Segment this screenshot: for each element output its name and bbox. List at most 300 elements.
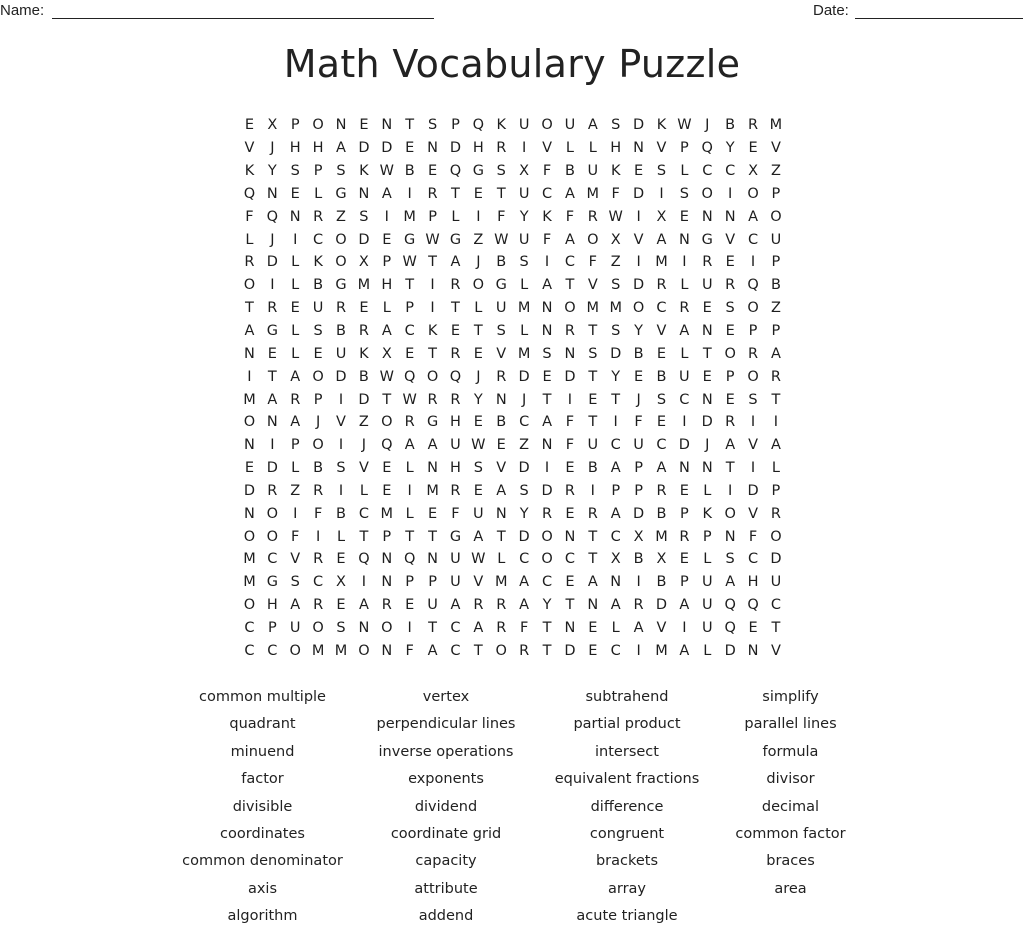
grid-letter[interactable]: L [474, 300, 483, 317]
grid-letter[interactable]: L [611, 619, 620, 636]
grid-letter[interactable]: C [679, 391, 690, 408]
grid-letter[interactable]: L [771, 460, 780, 477]
grid-letter[interactable]: F [565, 437, 575, 454]
grid-letter[interactable]: N [541, 323, 553, 340]
grid-letter[interactable]: K [359, 163, 369, 180]
grid-letter[interactable]: U [701, 597, 713, 614]
grid-letter[interactable]: M [517, 300, 531, 317]
grid-letter[interactable]: M [586, 185, 600, 202]
grid-letter[interactable]: D [518, 528, 530, 545]
grid-letter[interactable]: N [244, 345, 255, 362]
grid-letter[interactable]: S [611, 117, 621, 134]
grid-letter[interactable]: E [702, 368, 712, 385]
grid-letter[interactable]: J [476, 254, 481, 271]
grid-letter[interactable]: E [290, 185, 300, 202]
grid-letter[interactable]: T [725, 460, 735, 477]
grid-letter[interactable]: O [541, 117, 553, 134]
grid-letter[interactable]: Q [747, 597, 759, 614]
grid-letter[interactable]: D [633, 505, 645, 522]
grid-letter[interactable]: O [243, 277, 256, 294]
grid-letter[interactable]: D [381, 140, 393, 157]
grid-letter[interactable]: B [358, 368, 369, 385]
grid-letter[interactable]: O [312, 117, 324, 134]
grid-letter[interactable]: E [336, 551, 346, 568]
grid-letter[interactable]: R [541, 505, 553, 522]
grid-letter[interactable]: H [747, 574, 759, 591]
grid-letter[interactable]: C [244, 642, 255, 659]
grid-letter[interactable]: V [358, 460, 369, 477]
grid-letter[interactable]: A [610, 597, 621, 614]
grid-letter[interactable]: Z [770, 163, 781, 180]
grid-letter[interactable]: B [336, 323, 346, 340]
grid-letter[interactable]: Z [290, 482, 301, 499]
grid-letter[interactable]: I [430, 300, 435, 317]
grid-letter[interactable]: D [610, 345, 622, 362]
grid-letter[interactable]: R [381, 597, 392, 614]
grid-letter[interactable]: B [336, 505, 346, 522]
grid-letter[interactable]: C [564, 254, 575, 271]
grid-letter[interactable]: P [405, 300, 415, 317]
grid-letter[interactable]: Q [724, 597, 736, 614]
grid-letter[interactable]: R [267, 300, 278, 317]
grid-letter[interactable]: L [703, 482, 712, 499]
grid-letter[interactable]: D [243, 482, 256, 499]
grid-letter[interactable]: P [611, 482, 621, 499]
grid-letter[interactable]: G [495, 277, 507, 294]
grid-letter[interactable]: V [725, 231, 736, 248]
grid-letter[interactable]: L [405, 460, 414, 477]
grid-letter[interactable]: A [358, 597, 369, 614]
grid-letter[interactable]: G [266, 574, 278, 591]
grid-letter[interactable]: S [336, 163, 346, 180]
grid-letter[interactable]: V [656, 619, 667, 636]
grid-letter[interactable]: X [336, 574, 346, 591]
grid-letter[interactable]: U [701, 619, 713, 636]
grid-letter[interactable]: V [770, 642, 781, 659]
grid-letter[interactable]: F [748, 528, 758, 545]
grid-letter[interactable]: H [450, 460, 461, 477]
grid-letter[interactable]: W [471, 437, 486, 454]
grid-letter[interactable]: O [632, 300, 645, 317]
grid-letter[interactable]: P [725, 368, 735, 385]
grid-letter[interactable]: H [312, 140, 324, 157]
grid-letter[interactable]: I [728, 482, 733, 499]
grid-letter[interactable]: U [701, 574, 713, 591]
grid-letter[interactable]: W [471, 551, 486, 568]
grid-letter[interactable]: L [588, 140, 597, 157]
grid-letter[interactable]: I [636, 642, 641, 659]
grid-letter[interactable]: C [519, 414, 530, 431]
grid-letter[interactable]: P [405, 574, 415, 591]
grid-letter[interactable]: F [565, 208, 575, 225]
grid-letter[interactable]: G [335, 277, 347, 294]
grid-letter[interactable]: D [518, 460, 530, 477]
grid-letter[interactable]: C [358, 505, 369, 522]
grid-letter[interactable]: I [636, 574, 641, 591]
grid-letter[interactable]: B [725, 117, 736, 134]
grid-letter[interactable]: R [587, 208, 598, 225]
grid-letter[interactable]: V [770, 140, 781, 157]
grid-letter[interactable]: O [243, 528, 256, 545]
grid-letter[interactable]: E [473, 185, 483, 202]
grid-letter[interactable]: C [244, 619, 255, 636]
grid-letter[interactable]: W [379, 163, 394, 180]
grid-letter[interactable]: B [656, 574, 667, 591]
grid-letter[interactable]: F [611, 185, 620, 202]
grid-letter[interactable]: A [587, 117, 598, 134]
grid-letter[interactable]: E [336, 597, 346, 614]
grid-letter[interactable]: Y [267, 163, 277, 180]
grid-letter[interactable]: R [313, 482, 324, 499]
grid-letter[interactable]: A [381, 323, 392, 340]
grid-letter[interactable]: R [725, 414, 736, 431]
grid-letter[interactable]: R [656, 482, 667, 499]
grid-letter[interactable]: L [291, 277, 300, 294]
grid-letter[interactable]: M [655, 528, 668, 545]
grid-letter[interactable]: M [380, 505, 394, 522]
grid-letter[interactable]: O [312, 437, 324, 454]
grid-letter[interactable]: I [613, 414, 618, 431]
grid-letter[interactable]: A [725, 437, 736, 454]
grid-letter[interactable]: M [609, 300, 622, 317]
grid-letter[interactable]: P [702, 528, 712, 545]
grid-letter[interactable]: C [770, 597, 781, 614]
grid-letter[interactable]: U [450, 437, 461, 454]
grid-letter[interactable]: I [384, 208, 389, 225]
grid-letter[interactable]: N [381, 117, 393, 134]
grid-letter[interactable]: V [496, 345, 507, 362]
grid-letter[interactable]: I [361, 574, 367, 591]
grid-letter[interactable]: W [608, 208, 623, 225]
grid-letter[interactable]: D [655, 597, 668, 614]
grid-letter[interactable]: I [430, 277, 435, 294]
grid-letter[interactable]: T [771, 619, 781, 636]
grid-letter[interactable]: K [610, 163, 621, 180]
grid-letter[interactable]: C [267, 642, 278, 659]
grid-letter[interactable]: B [633, 551, 644, 568]
grid-letter[interactable]: A [542, 277, 552, 294]
grid-letter[interactable]: E [473, 345, 483, 362]
grid-letter[interactable]: Q [701, 140, 713, 157]
grid-letter[interactable]: S [611, 277, 621, 294]
grid-letter[interactable]: T [771, 391, 781, 408]
grid-letter[interactable]: L [314, 185, 323, 202]
grid-letter[interactable]: I [750, 254, 756, 271]
grid-letter[interactable]: O [541, 528, 553, 545]
name-blank-line[interactable] [52, 18, 434, 19]
grid-letter[interactable]: A [244, 323, 255, 340]
grid-letter[interactable]: D [724, 642, 736, 659]
grid-letter[interactable]: C [313, 231, 324, 248]
grid-letter[interactable]: E [359, 117, 369, 134]
grid-letter[interactable]: M [769, 117, 783, 134]
grid-letter[interactable]: F [291, 528, 300, 545]
grid-letter[interactable]: E [748, 140, 758, 157]
grid-letter[interactable]: A [473, 619, 484, 636]
grid-letter[interactable]: O [243, 597, 256, 614]
grid-letter[interactable]: A [427, 437, 438, 454]
grid-letter[interactable]: O [426, 368, 439, 385]
grid-letter[interactable]: Z [336, 208, 346, 225]
grid-letter[interactable]: P [771, 482, 781, 499]
grid-letter[interactable]: A [656, 231, 667, 248]
grid-letter[interactable]: A [587, 574, 598, 591]
grid-letter[interactable]: C [610, 642, 621, 659]
grid-letter[interactable]: O [381, 414, 393, 431]
grid-letter[interactable]: V [633, 231, 644, 248]
grid-letter[interactable]: A [633, 619, 644, 636]
grid-letter[interactable]: E [565, 460, 575, 477]
grid-letter[interactable]: N [358, 619, 370, 636]
grid-letter[interactable]: T [588, 368, 598, 385]
grid-letter[interactable]: Z [610, 254, 621, 271]
grid-letter[interactable]: N [564, 345, 576, 362]
grid-letter[interactable]: D [678, 437, 690, 454]
grid-letter[interactable]: L [382, 300, 391, 317]
grid-letter[interactable]: D [770, 551, 782, 568]
grid-letter[interactable]: Q [403, 551, 416, 568]
grid-letter[interactable]: R [404, 414, 415, 431]
grid-letter[interactable]: H [289, 140, 301, 157]
grid-letter[interactable]: N [335, 117, 347, 134]
grid-letter[interactable]: E [588, 642, 598, 659]
grid-letter[interactable]: R [450, 482, 461, 499]
grid-letter[interactable]: U [770, 574, 782, 591]
grid-letter[interactable]: M [655, 254, 668, 271]
grid-letter[interactable]: M [334, 642, 348, 659]
grid-letter[interactable]: E [725, 323, 735, 340]
grid-letter[interactable]: U [450, 574, 461, 591]
grid-letter[interactable]: E [725, 254, 735, 271]
grid-letter[interactable]: K [359, 345, 369, 362]
grid-letter[interactable]: E [588, 391, 598, 408]
grid-letter[interactable]: N [747, 642, 759, 659]
grid-letter[interactable]: F [405, 642, 414, 659]
grid-letter[interactable]: F [634, 414, 643, 431]
grid-letter[interactable]: T [473, 642, 483, 659]
grid-letter[interactable]: E [427, 163, 438, 180]
grid-letter[interactable]: D [564, 642, 576, 659]
grid-letter[interactable]: O [472, 277, 485, 294]
grid-letter[interactable]: Q [747, 277, 759, 294]
grid-letter[interactable]: E [565, 505, 575, 522]
grid-letter[interactable]: G [449, 231, 462, 248]
grid-letter[interactable]: C [747, 551, 759, 568]
grid-letter[interactable]: T [428, 528, 437, 545]
grid-letter[interactable]: L [291, 323, 300, 340]
grid-letter[interactable]: Y [634, 323, 644, 340]
grid-letter[interactable]: R [496, 140, 507, 157]
grid-letter[interactable]: U [450, 551, 461, 568]
grid-letter[interactable]: A [336, 140, 346, 157]
grid-letter[interactable]: Q [266, 208, 279, 225]
grid-letter[interactable]: H [266, 597, 278, 614]
grid-letter[interactable]: T [405, 117, 415, 134]
grid-letter[interactable]: A [427, 642, 438, 659]
grid-letter[interactable]: T [451, 185, 460, 202]
grid-letter[interactable]: I [270, 437, 275, 454]
grid-letter[interactable]: D [633, 117, 645, 134]
grid-letter[interactable]: K [542, 208, 552, 225]
grid-letter[interactable]: X [633, 528, 644, 545]
grid-letter[interactable]: C [656, 300, 667, 317]
grid-letter[interactable]: C [267, 551, 278, 568]
grid-letter[interactable]: V [587, 277, 598, 294]
grid-letter[interactable]: I [544, 254, 550, 271]
grid-letter[interactable]: L [520, 277, 529, 294]
grid-letter[interactable]: O [747, 185, 759, 202]
grid-letter[interactable]: A [542, 414, 552, 431]
grid-letter[interactable]: S [519, 254, 529, 271]
grid-letter[interactable]: T [588, 551, 598, 568]
grid-letter[interactable]: A [610, 505, 621, 522]
grid-letter[interactable]: I [728, 185, 733, 202]
grid-letter[interactable]: E [702, 300, 712, 317]
grid-letter[interactable]: A [748, 208, 758, 225]
grid-letter[interactable]: E [656, 414, 667, 431]
grid-letter[interactable]: R [313, 597, 324, 614]
grid-letter[interactable]: D [358, 140, 370, 157]
grid-letter[interactable]: S [473, 460, 483, 477]
grid-letter[interactable]: U [312, 300, 324, 317]
grid-letter[interactable]: A [679, 642, 690, 659]
grid-letter[interactable]: E [496, 437, 506, 454]
grid-letter[interactable]: T [428, 254, 437, 271]
grid-letter[interactable]: C [610, 528, 621, 545]
grid-letter[interactable]: Q [243, 185, 256, 202]
grid-letter[interactable]: J [521, 391, 527, 408]
grid-letter[interactable]: P [290, 117, 300, 134]
grid-letter[interactable]: Y [725, 140, 735, 157]
grid-letter[interactable]: H [381, 277, 393, 294]
grid-letter[interactable]: J [270, 140, 275, 157]
grid-letter[interactable]: O [724, 345, 736, 362]
grid-letter[interactable]: S [542, 345, 552, 362]
grid-letter[interactable]: P [313, 163, 323, 180]
grid-letter[interactable]: A [290, 597, 301, 614]
grid-letter[interactable]: L [680, 163, 689, 180]
grid-letter[interactable]: I [476, 208, 481, 225]
grid-letter[interactable]: P [451, 117, 460, 134]
grid-letter[interactable]: I [750, 460, 756, 477]
grid-letter[interactable]: U [289, 619, 301, 636]
grid-letter[interactable]: B [587, 460, 598, 477]
grid-letter[interactable]: V [656, 323, 667, 340]
grid-letter[interactable]: X [381, 345, 392, 362]
grid-letter[interactable]: N [701, 323, 713, 340]
grid-letter[interactable]: Q [358, 551, 370, 568]
grid-letter[interactable]: N [358, 185, 370, 202]
grid-letter[interactable]: E [405, 597, 415, 614]
grid-letter[interactable]: D [358, 231, 370, 248]
grid-letter[interactable]: I [293, 231, 298, 248]
grid-letter[interactable]: L [703, 551, 712, 568]
grid-letter[interactable]: O [266, 528, 279, 545]
grid-letter[interactable]: E [405, 140, 415, 157]
grid-letter[interactable]: T [496, 528, 506, 545]
grid-letter[interactable]: M [586, 300, 600, 317]
grid-letter[interactable]: R [427, 391, 438, 408]
grid-letter[interactable]: F [542, 231, 552, 248]
grid-letter[interactable]: T [405, 277, 415, 294]
grid-letter[interactable]: V [496, 460, 507, 477]
grid-letter[interactable]: L [680, 345, 689, 362]
grid-letter[interactable]: D [335, 368, 347, 385]
grid-letter[interactable]: T [473, 323, 483, 340]
grid-letter[interactable]: A [450, 597, 461, 614]
grid-letter[interactable]: L [245, 231, 254, 248]
grid-letter[interactable]: V [290, 551, 301, 568]
grid-letter[interactable]: N [541, 300, 553, 317]
grid-letter[interactable]: Q [472, 117, 485, 134]
grid-letter[interactable]: E [427, 505, 438, 522]
grid-letter[interactable]: N [564, 619, 576, 636]
grid-letter[interactable]: I [636, 208, 641, 225]
grid-letter[interactable]: U [770, 231, 782, 248]
grid-letter[interactable]: N [381, 574, 393, 591]
grid-letter[interactable]: M [403, 208, 416, 225]
grid-letter[interactable]: E [382, 460, 392, 477]
grid-letter[interactable]: Q [724, 619, 736, 636]
grid-letter[interactable]: Z [770, 300, 781, 317]
grid-letter[interactable]: X [610, 231, 621, 248]
grid-letter[interactable]: I [315, 528, 321, 545]
grid-letter[interactable]: T [542, 619, 552, 636]
grid-letter[interactable]: E [634, 163, 644, 180]
grid-letter[interactable]: N [633, 140, 645, 157]
grid-letter[interactable]: B [656, 368, 667, 385]
grid-letter[interactable]: T [702, 345, 712, 362]
grid-letter[interactable]: H [472, 140, 484, 157]
grid-letter[interactable]: A [679, 323, 690, 340]
grid-letter[interactable]: R [679, 300, 690, 317]
grid-letter[interactable]: A [770, 437, 781, 454]
grid-letter[interactable]: X [610, 551, 621, 568]
grid-letter[interactable]: T [382, 391, 392, 408]
grid-letter[interactable]: B [496, 254, 507, 271]
grid-letter[interactable]: X [519, 163, 530, 180]
grid-letter[interactable]: A [473, 528, 484, 545]
grid-letter[interactable]: F [519, 619, 529, 636]
grid-letter[interactable]: A [770, 345, 781, 362]
grid-letter[interactable]: D [266, 254, 278, 271]
grid-letter[interactable]: D [633, 185, 645, 202]
grid-letter[interactable]: N [587, 597, 599, 614]
grid-letter[interactable]: E [313, 345, 323, 362]
grid-letter[interactable]: C [541, 574, 553, 591]
grid-letter[interactable]: U [473, 505, 484, 522]
grid-letter[interactable]: D [266, 460, 278, 477]
grid-letter[interactable]: X [656, 208, 667, 225]
grid-letter[interactable]: A [519, 597, 530, 614]
grid-letter[interactable]: R [656, 277, 667, 294]
grid-letter[interactable]: S [359, 208, 369, 225]
grid-letter[interactable]: N [701, 460, 713, 477]
grid-letter[interactable]: E [542, 368, 552, 385]
grid-letter[interactable]: L [680, 277, 689, 294]
grid-letter[interactable]: P [428, 574, 437, 591]
grid-letter[interactable]: R [702, 254, 713, 271]
grid-letter[interactable]: R [267, 482, 278, 499]
grid-letter[interactable]: O [266, 505, 279, 522]
grid-letter[interactable]: I [773, 414, 779, 431]
grid-letter[interactable]: R [473, 597, 484, 614]
grid-letter[interactable]: I [590, 482, 595, 499]
grid-letter[interactable]: V [542, 140, 552, 157]
grid-letter[interactable]: I [270, 277, 275, 294]
grid-letter[interactable]: L [291, 345, 300, 362]
grid-letter[interactable]: E [382, 231, 392, 248]
